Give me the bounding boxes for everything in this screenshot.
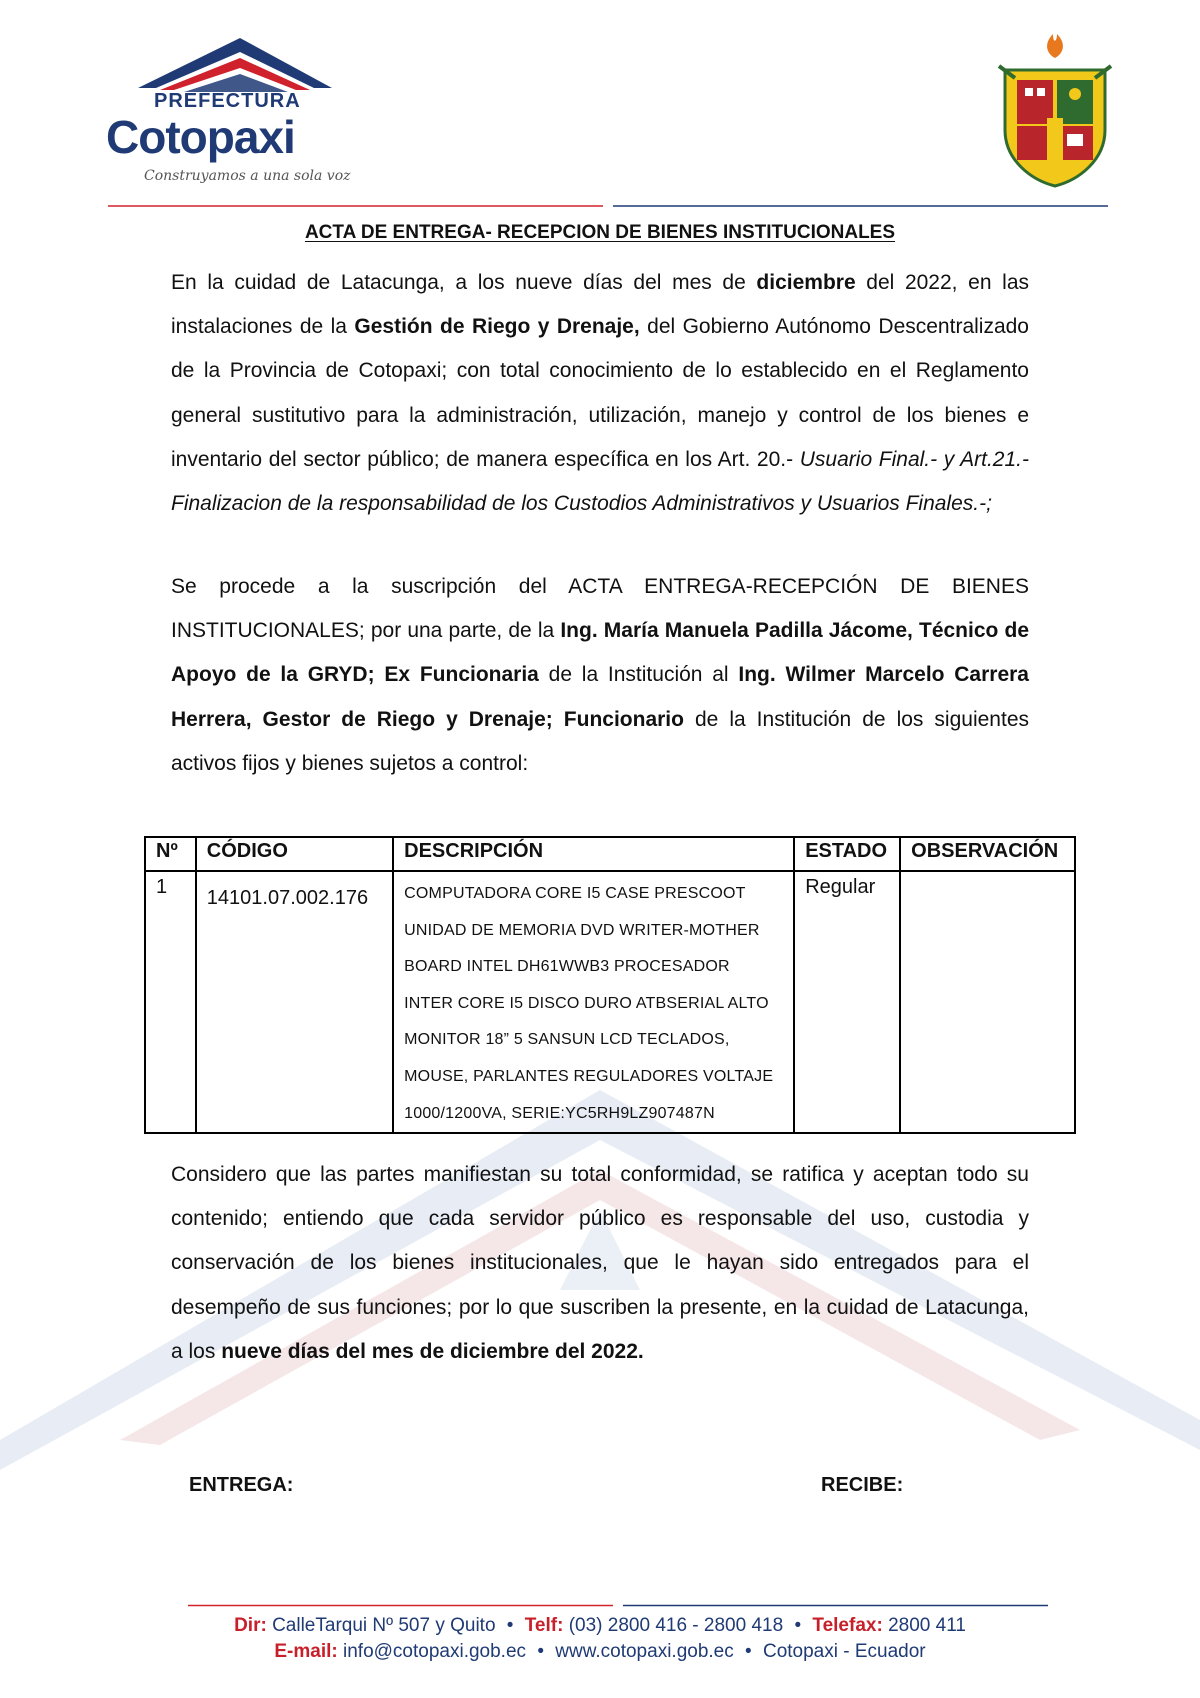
- footer-separator: •: [745, 1641, 752, 1662]
- cell-descripcion: COMPUTADORA CORE I5 CASE PRESCOOT UNIDAD DE MEMORIA DVD WRITER-MOTHER BOARD INTEL DH61WWB3 PROCESADOR INTER CORE I5 DISCO DURO ATBSERIAL ALTO MONITOR 18” 5 SANSUN LCD TECLADOS, MOUSE, PARLANTES REGULADORES VOLTAJE 1000/1200VA, SERIE:YC5RH9LZ907487N: [393, 871, 794, 1133]
- inventory-table: [144, 836, 1076, 1134]
- footer-email-link[interactable]: info@cotopaxi.gob.ec: [343, 1641, 527, 1662]
- p2-text-a: Se procede a la suscripción del ACTA ENTREGA-RECEPCIÓN DE BIENES INSTITUCIONALES; por una parte, de la: [171, 575, 1029, 643]
- footer-contact-line: [0, 1641, 1200, 1663]
- p1-text-e: del Gobierno Autónomo Descentralizado de la Provincia de Cotopaxi; con total conocimiento de lo establecido en el Reglamento general sustitutivo para la administración, utilización, manejo y control de los bienes e inventario del sector público; de manera específica en los Art. 20.-: [171, 315, 1029, 471]
- header-estado: ESTADO: [794, 837, 900, 871]
- signature-entrega-label: ENTREGA:: [189, 1474, 294, 1496]
- p1-month: diciembre: [756, 271, 856, 294]
- footer-separator: •: [506, 1615, 514, 1636]
- prefectura-cotopaxi-logo: [100, 30, 370, 200]
- paragraph-intro: [171, 261, 1029, 526]
- cell-codigo: 14101.07.002.176: [196, 871, 393, 1133]
- footer-email-label: E-mail:: [274, 1641, 338, 1662]
- footer-address-line: [0, 1615, 1200, 1637]
- p3-text-a: Considero que las partes manifiestan su total conformidad, se ratifica y aceptan todo su contenido; entiendo que cada servidor público es responsable del uso, custodia y conservación de los bienes institucionales, que le hayan sido entregados para el desempeño de sus funciones; por lo que suscriben la presente, en la cuidad de Latacunga, a los: [171, 1163, 1029, 1363]
- footer-dir-label: Dir:: [234, 1615, 267, 1636]
- logo-word-cotopaxi: Cotopaxi: [106, 111, 295, 163]
- p2-new-official: Ing. Wilmer Marcelo Carrera Herrera, Gestor de Riego y Drenaje; Funcionario: [171, 663, 1029, 731]
- footer-separator: •: [537, 1641, 544, 1662]
- header-descripcion: DESCRIPCIÓN: [393, 837, 794, 871]
- signature-recibe-label: RECIBE:: [821, 1474, 904, 1496]
- paragraph-parties: [171, 565, 1029, 786]
- document-title: ACTA DE ENTREGA- RECEPCION DE BIENES INSTITUCIONALES: [304, 222, 896, 243]
- footer-fax-value: 2800 411: [888, 1615, 966, 1636]
- cell-observacion: [900, 871, 1075, 1133]
- footer-location: Cotopaxi - Ecuador: [762, 1641, 926, 1662]
- coat-of-arms-icon: [995, 30, 1115, 190]
- footer-fax-label: Telefax:: [812, 1615, 883, 1636]
- header-divider: [108, 203, 1108, 209]
- cell-n: 1: [145, 871, 196, 1133]
- p1-text-a: En la cuidad de Latacunga, a los nueve días del mes de: [171, 271, 757, 294]
- p2-text-e: de la Institución de los siguientes activos fijos y bienes sujetos a control:: [171, 707, 1029, 775]
- table-header-row: [145, 837, 1075, 871]
- p1-articles: Usuario Final.- y Art.21.-Finalizacion de la responsabilidad de los Custodios Administrativos y Usuarios Finales.-;: [171, 447, 1029, 516]
- p1-department: Gestión de Riego y Drenaje,: [354, 315, 640, 339]
- p2-text-c: de la Institución al: [538, 663, 739, 687]
- paragraph-conformity: [171, 1153, 1029, 1374]
- footer-divider: [188, 1603, 1048, 1608]
- logo-slogan: Construyamos a una sola voz: [144, 168, 351, 184]
- footer-dir-value: CalleTarqui Nº 507 y Quito: [272, 1615, 496, 1636]
- footer-separator: •: [794, 1615, 802, 1636]
- footer-telf-label: Telf:: [524, 1615, 564, 1636]
- footer-web-link[interactable]: www.cotopaxi.gob.ec: [555, 1641, 734, 1662]
- header-observacion: OBSERVACIÓN: [900, 837, 1075, 871]
- footer-telf-value: (03) 2800 416 - 2800 418: [568, 1615, 784, 1636]
- header-n: Nº: [145, 837, 196, 871]
- logo-word-prefectura: PREFECTURA: [154, 90, 301, 112]
- p2-former-official: Ing. María Manuela Padilla Jácome, Técnico de Apoyo de la GRYD; Ex Funcionaria: [171, 619, 1029, 687]
- p3-date: nueve días del mes de diciembre del 2022.: [221, 1339, 644, 1363]
- p1-text-c: del 2022, en las instalaciones de la: [171, 271, 1029, 339]
- table-row: [145, 871, 1075, 1133]
- header-codigo: CÓDIGO: [196, 837, 393, 871]
- cell-estado: Regular: [794, 871, 900, 1133]
